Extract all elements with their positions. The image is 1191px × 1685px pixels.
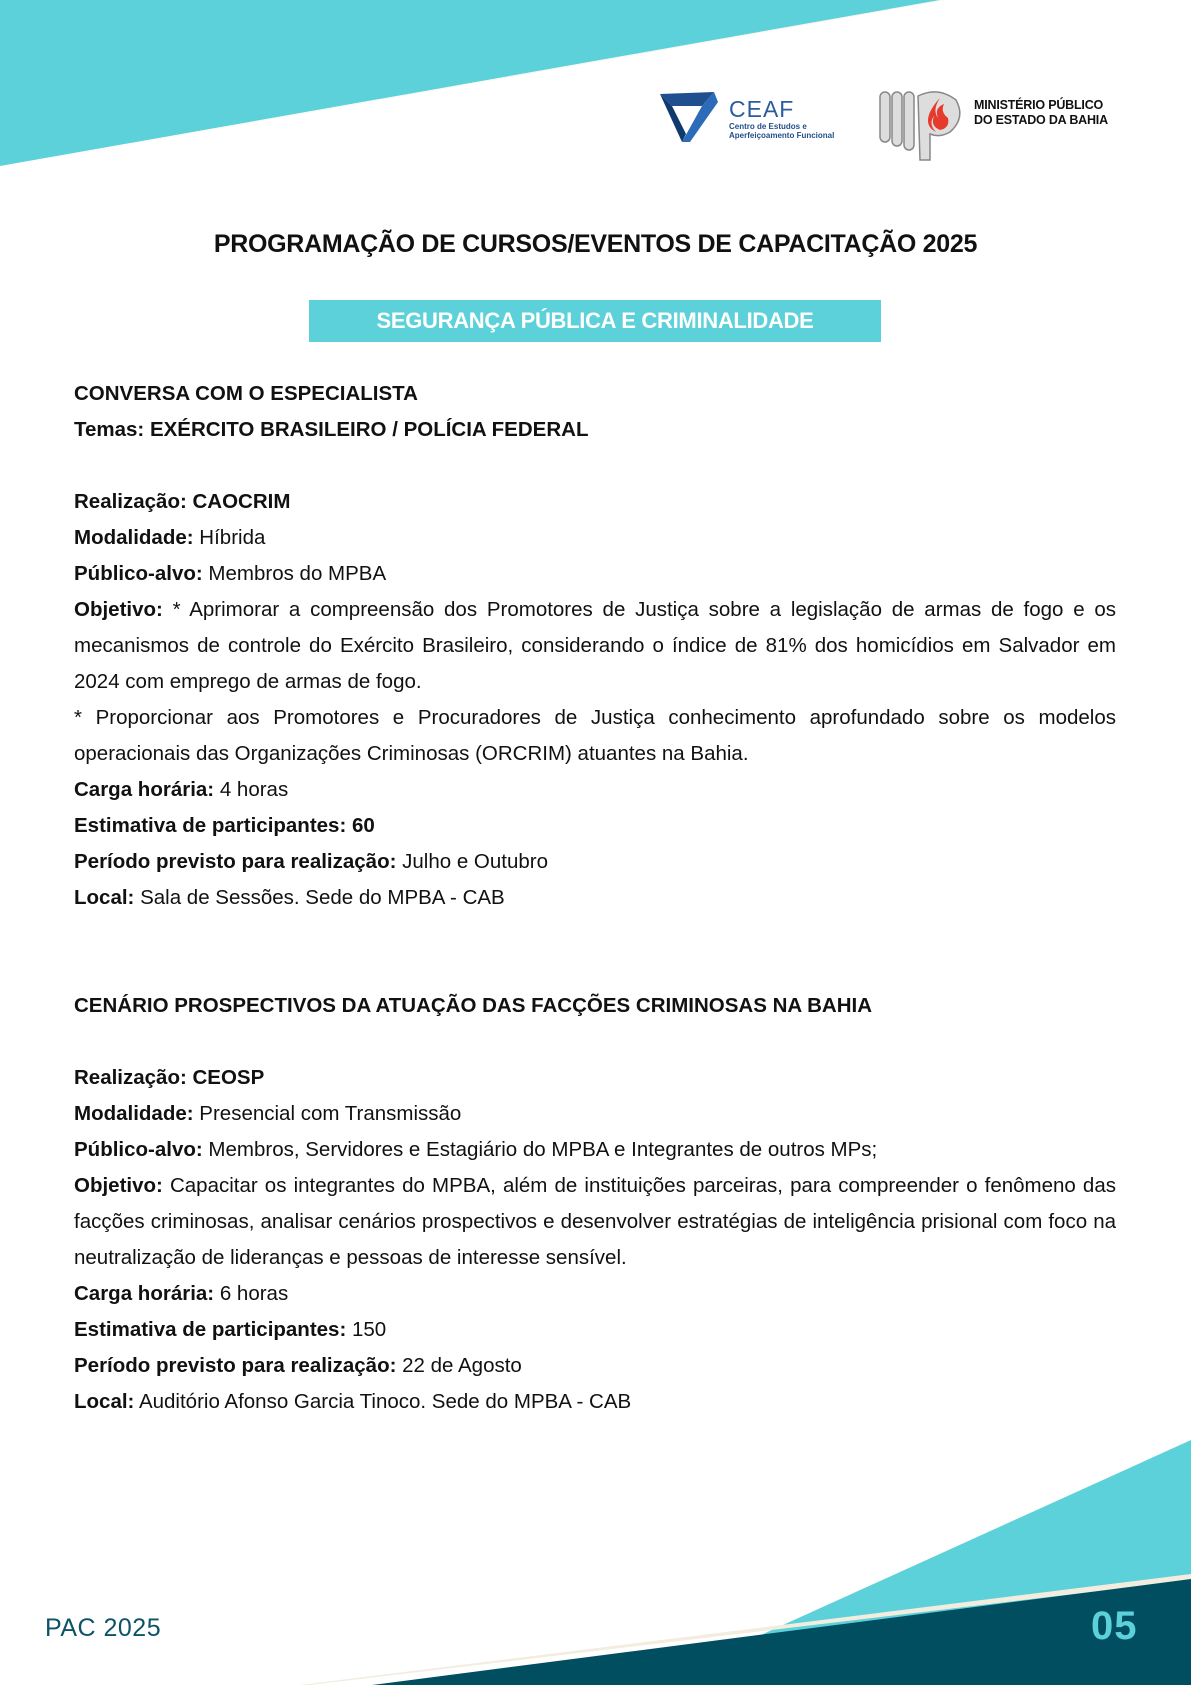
course-objetivo xyxy=(74,592,1116,700)
modalidade-label: Modalidade: xyxy=(74,1102,194,1125)
carga-value: 4 horas xyxy=(214,778,289,801)
local-value: Sala de Sessões. Sede do MPBA - CAB xyxy=(134,886,505,909)
periodo-label: Período previsto para realização: xyxy=(74,1354,397,1377)
mp-emblem-icon xyxy=(878,88,968,163)
mp-logo xyxy=(878,88,1148,163)
objetivo-value: Capacitar os integrantes do MPBA, além de instituições parceiras, para compreender o fenômeno das facções criminosas, analisar cenários prospectivos e desenvolver estratégias de inteligência prisional com foco na neutralização de lideranças e pessoas de interesse sensível. xyxy=(74,1174,1116,1269)
course-local xyxy=(74,880,1116,916)
course-local xyxy=(74,1384,1116,1420)
course-periodo xyxy=(74,1348,1116,1384)
course-title: CENÁRIO PROSPECTIVOS DA ATUAÇÃO DAS FACÇÕES CRIMINOSAS NA BAHIA xyxy=(74,994,873,1017)
mp-logo-line2: DO ESTADO DA BAHIA xyxy=(974,113,1108,127)
ceaf-subtitle xyxy=(729,122,859,140)
page-title: PROGRAMAÇÃO DE CURSOS/EVENTOS DE CAPACITAÇÃO 2025 xyxy=(213,230,978,258)
course-realizacao: Realização: CEOSP xyxy=(74,1066,265,1089)
modalidade-value: Híbrida xyxy=(193,526,266,549)
course-themes: Temas: EXÉRCITO BRASILEIRO / POLÍCIA FEDERAL xyxy=(74,418,589,441)
ceaf-title: CEAF xyxy=(729,96,795,122)
publico-label: Público-alvo: xyxy=(74,1138,203,1161)
objetivo-label: Objetivo: xyxy=(74,1174,163,1197)
course-title: CONVERSA COM O ESPECIALISTA xyxy=(74,382,418,405)
local-value: Auditório Afonso Garcia Tinoco. Sede do MPBA - CAB xyxy=(134,1390,632,1413)
carga-label: Carga horária: xyxy=(74,1282,215,1305)
ceaf-emblem-icon xyxy=(656,88,720,144)
local-label: Local: xyxy=(74,1390,135,1413)
periodo-value: Julho e Outubro xyxy=(396,850,549,873)
estimativa-label: Estimativa de participantes: xyxy=(74,1318,347,1341)
objetivo-value: * Aprimorar a compreensão dos Promotores de Justiça sobre a legislação de armas de fogo e os mecanismos de controle do Exército Brasileiro, considerando o índice de 81% dos homicídios em Salvador em 2024 com emprego de armas de fogo. xyxy=(74,598,1116,693)
course-1 xyxy=(74,376,1116,916)
objetivo-label: Objetivo: xyxy=(74,598,163,621)
mp-logo-line1: MINISTÉRIO PÚBLICO xyxy=(974,98,1104,112)
modalidade-label: Modalidade: xyxy=(74,526,194,549)
bottom-dark-shape xyxy=(372,1579,1191,1685)
modalidade-value: Presencial com Transmissão xyxy=(193,1102,462,1125)
section-badge: SEGURANÇA PÚBLICA E CRIMINALIDADE xyxy=(309,300,881,342)
periodo-value: 22 de Agosto xyxy=(396,1354,522,1377)
course-estimativa xyxy=(74,1312,1116,1348)
course-objetivo xyxy=(74,1168,1116,1276)
mp-logo-text xyxy=(974,98,1108,128)
publico-value: Membros do MPBA xyxy=(202,562,387,585)
ceaf-logo xyxy=(656,88,856,158)
course-realizacao: Realização: CAOCRIM xyxy=(74,490,291,513)
course-modalidade xyxy=(74,1096,1116,1132)
course-publico xyxy=(74,1132,1116,1168)
publico-label: Público-alvo: xyxy=(74,562,203,585)
course-carga xyxy=(74,1276,1116,1312)
page-number: 05 xyxy=(1091,1604,1138,1648)
course-periodo xyxy=(74,844,1116,880)
course-objetivo-2: * Proporcionar aos Promotores e Procuradores de Justiça conhecimento aprofundado sobre os modelos operacionais das Organizações Criminosas (ORCRIM) atuantes na Bahia. xyxy=(74,706,1116,765)
local-label: Local: xyxy=(74,886,135,909)
estimativa-value: 150 xyxy=(346,1318,387,1341)
header-logos xyxy=(656,88,1136,163)
publico-value: Membros, Servidores e Estagiário do MPBA e Integrantes de outros MPs; xyxy=(202,1138,878,1161)
course-2 xyxy=(74,988,1116,1420)
course-estimativa: Estimativa de participantes: 60 xyxy=(74,814,375,837)
ceaf-subtitle-line2: Aperfeiçoamento Funcional xyxy=(729,131,835,140)
carga-value: 6 horas xyxy=(214,1282,289,1305)
course-publico xyxy=(74,556,1116,592)
course-carga xyxy=(74,772,1116,808)
footer-document-label: PAC 2025 xyxy=(45,1614,162,1642)
periodo-label: Período previsto para realização: xyxy=(74,850,397,873)
ceaf-subtitle-line1: Centro de Estudos e xyxy=(729,122,807,131)
course-modalidade xyxy=(74,520,1116,556)
carga-label: Carga horária: xyxy=(74,778,215,801)
